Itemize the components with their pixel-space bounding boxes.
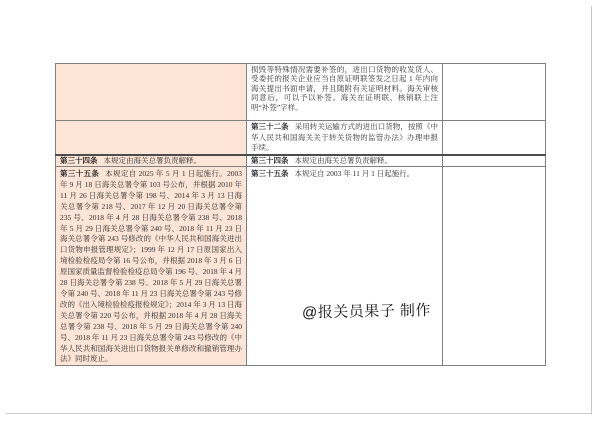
- article-text: 本规定由海关总署负责解释。: [294, 155, 392, 165]
- table-row-continuation: [56, 64, 546, 121]
- cell-left-article35: [56, 167, 247, 366]
- cell-right-empty: [443, 155, 546, 167]
- article-text: 采用转关运输方式的进出口货物，按照《中华人民共和国海关关于转关货物的监管办法》办理申报手续。: [251, 122, 439, 152]
- article-term: 第三十四条: [60, 155, 98, 165]
- article-text: 本规定自 2025 年 5 月 1 日起施行。2003 年 9 月 18 日海关总署令第 103 号公布，并根据 2010 年 11 月 26 日海关总署令第 198 号、2014 年 3 月 13 日海关总署令第 218 号、2017 年 12 月 20 日海关总署令第 235 号、2018 年 4 月 28 日海关总署令第 238 号、2018 年 5 月 29 日海关总署令第 240 号、2018 年 11 月 23 日海关总署令第 243 号修改的《中华人民共和国海关进出口货物申报管理规定》；1999 年 12 月 17 日原国家出入境检验检疫局令第 16 号公布，并根据 2018 年 3 月 6 日原国家质量监督检验检疫总局令第 196 号、2018 年 4 月 28 日海关总署令第 238 号、2018 年 5 月 29 日海关总署令第 240 号、2018 年 11 月 23 日海关总署令第 243 号修改的《出入境检验检疫报检规定》；2014 年 3 月 13 日海关总署令第 220 号公布，并根据 2018 年 4 月 28 日海关总署令第 238 号、2018 年 5 月 29 日海关总署令第 240 号、2018 年 11 月 23 日海关总署令第 243 号修改的《中华人民共和国海关进出口货物报关单修改和撤销管理办法》同时废止。: [60, 169, 243, 364]
- table-row-article32: [56, 121, 546, 155]
- article-text: 损毁等特殊情况需要补签的，进出口货物的收发货人、受委托的报关企业应当自原证明联签发之日起 1 年内向海关提出书面申请，并且随附有关证明材料。海关审核同意后，可以予以补签。海关在证明联、核销联上注明“补签”字样。: [251, 65, 438, 112]
- cell-left-empty: [56, 121, 247, 155]
- article-term: 第三十四条: [251, 155, 289, 165]
- article-term: 第三十五条: [60, 169, 100, 178]
- article-text: 本规定由海关总署负责解释。: [103, 155, 201, 165]
- page-edge-right: [591, 6, 592, 414]
- regulation-comparison-table: [55, 63, 546, 366]
- cell-right-empty: [443, 64, 546, 121]
- article-term: 第三十二条: [251, 122, 289, 131]
- cell-middle-article32: [247, 121, 443, 155]
- cell-left-continuation: [56, 64, 247, 121]
- cell-middle-article35: [247, 167, 443, 366]
- cell-middle-continuation: [247, 64, 443, 121]
- watermark-text: @报关员果子 制作: [301, 302, 432, 322]
- table-row-article35: [56, 167, 546, 366]
- cell-right-empty: [443, 121, 546, 155]
- page-edge-bottom: [6, 413, 592, 414]
- cell-left-article34: [56, 155, 247, 167]
- cell-middle-article34: [247, 155, 443, 167]
- cell-right-empty: [443, 167, 546, 366]
- table-row-article34: [56, 155, 546, 167]
- article-text: 本规定自 2003 年 11 月 1 日起施行。: [294, 169, 415, 178]
- article-term: 第三十五条: [251, 169, 289, 178]
